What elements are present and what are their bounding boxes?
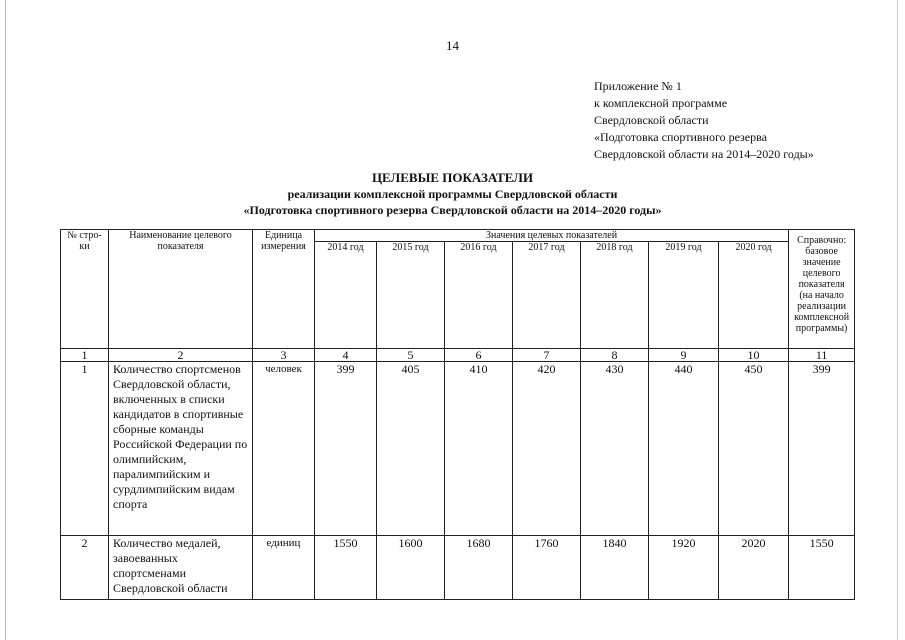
column-number: 7 [513, 349, 581, 362]
appendix-line: Приложение № 1 [594, 79, 682, 93]
indicator-value: 405 [377, 362, 445, 536]
indicator-name: Количество спортсменов Свердловской области, включенных в списки кандидатов в спортивные сборные команды Российской Федерации по олимпийским, паралимпийским и сурдлимпийским видам спорта [109, 362, 253, 536]
indicator-value: 2020 [719, 536, 789, 600]
row-number: 2 [61, 536, 109, 600]
appendix-line: к комплексной программе [594, 96, 728, 110]
column-number: 4 [315, 349, 377, 362]
indicator-value: 1600 [377, 536, 445, 600]
header-year: 2018 год [581, 242, 649, 349]
indicator-value: 430 [581, 362, 649, 536]
column-number: 6 [445, 349, 513, 362]
header-reference: Справочно: базовое значение целевого показателя (на начало реализации комплексной программы) [789, 230, 855, 349]
indicator-value: 1550 [315, 536, 377, 600]
indicator-name: Количество медалей, завоеванных спортсменами Свердловской области [109, 536, 253, 600]
column-number: 10 [719, 349, 789, 362]
column-number: 2 [109, 349, 253, 362]
indicator-value: 1760 [513, 536, 581, 600]
indicator-base-value: 399 [789, 362, 855, 536]
header-name: Наименование целевого показателя [109, 230, 253, 349]
column-number: 11 [789, 349, 855, 362]
title-line-1: ЦЕЛЕВЫЕ ПОКАЗАТЕЛИ [371, 170, 534, 185]
appendix-note [594, 78, 814, 163]
header-year: 2015 год [377, 242, 445, 349]
document-title [0, 170, 905, 218]
indicator-value: 440 [649, 362, 719, 536]
column-numbers-row [61, 349, 855, 362]
indicator-base-value: 1550 [789, 536, 855, 600]
indicator-value: 450 [719, 362, 789, 536]
indicator-unit: человек [253, 362, 315, 536]
row-number: 1 [61, 362, 109, 536]
title-line-2: реализации комплексной программы Свердловской области [287, 187, 618, 201]
page-number: 14 [446, 38, 459, 53]
header-year: 2014 год [315, 242, 377, 349]
column-number: 3 [253, 349, 315, 362]
table-row [61, 536, 855, 600]
appendix-line: Свердловской области на 2014–2020 годы» [594, 147, 814, 161]
title-line-3: «Подготовка спортивного резерва Свердловской области на 2014–2020 годы» [243, 203, 662, 217]
indicator-value: 1680 [445, 536, 513, 600]
indicator-unit: единиц [253, 536, 315, 600]
indicator-value: 1920 [649, 536, 719, 600]
table-row [61, 362, 855, 536]
header-values-group: Значения целевых показателей [315, 230, 789, 242]
indicators-table [60, 229, 855, 600]
column-number: 1 [61, 349, 109, 362]
header-unit: Единица измерения [253, 230, 315, 349]
header-year: 2016 год [445, 242, 513, 349]
appendix-line: Свердловской области [594, 113, 709, 127]
header-row-no: № стро-ки [61, 230, 109, 349]
column-number: 8 [581, 349, 649, 362]
indicator-value: 420 [513, 362, 581, 536]
scan-edge-left [5, 0, 6, 640]
header-year: 2020 год [719, 242, 789, 349]
scan-edge-right [897, 0, 898, 640]
header-row [61, 230, 855, 242]
appendix-line: «Подготовка спортивного резерва [594, 130, 767, 144]
column-number: 9 [649, 349, 719, 362]
indicator-value: 410 [445, 362, 513, 536]
header-year: 2019 год [649, 242, 719, 349]
indicator-value: 1840 [581, 536, 649, 600]
header-year: 2017 год [513, 242, 581, 349]
indicator-value: 399 [315, 362, 377, 536]
column-number: 5 [377, 349, 445, 362]
